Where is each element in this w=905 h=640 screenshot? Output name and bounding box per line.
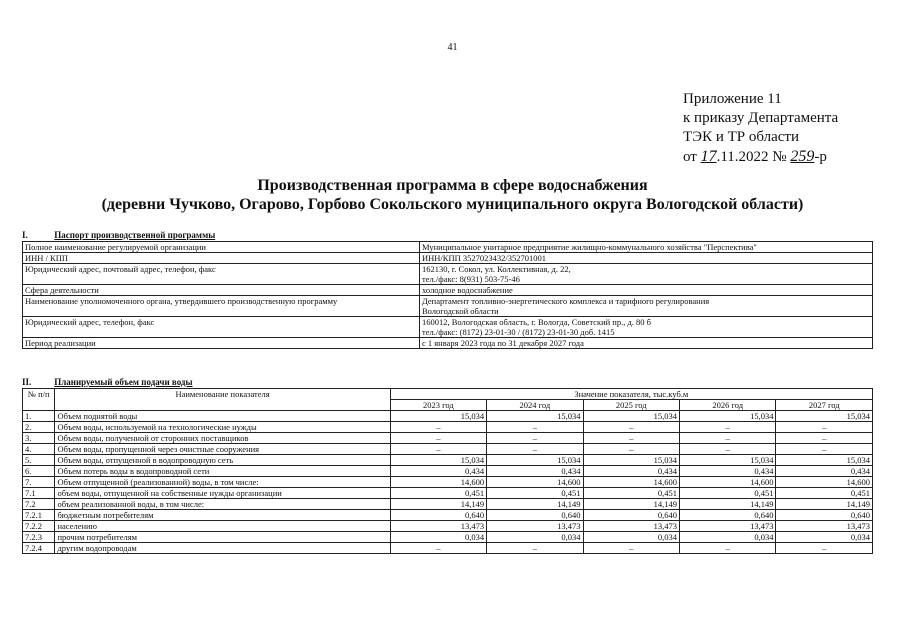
row-name: Объем поднятой воды [55,411,390,422]
row-value: – [776,433,873,444]
row-value: 0,034 [776,532,873,543]
passport-value [420,242,873,253]
passport-value-line1: ИНН/КПП 3527023432/352701001 [422,253,546,263]
row-value: – [776,444,873,455]
row-value: – [776,422,873,433]
row-value: 0,451 [680,488,776,499]
row-value: 0,034 [583,532,679,543]
row-value: 13,473 [487,521,583,532]
row-value: 15,034 [390,455,486,466]
passport-value-line1: холодное водоснабжение [422,285,513,295]
row-name: бюджетным потребителям [55,510,390,521]
table-row [23,521,873,532]
row-value: 14,600 [680,477,776,488]
row-value: 15,034 [583,455,679,466]
passport-value [420,296,873,317]
passport-row [23,264,873,285]
row-value: – [583,444,679,455]
row-value: – [390,422,486,433]
water-volume-table [22,388,873,554]
row-value: 13,473 [583,521,679,532]
row-number: 7. [23,477,55,488]
passport-row [23,338,873,349]
passport-value [420,338,873,349]
header-row [23,389,873,400]
col-values-header: Значение показателя, тыс.куб.м [390,389,872,400]
passport-row [23,317,873,338]
row-value: 0,034 [390,532,486,543]
date-prefix: от [683,149,697,165]
passport-key: Период реализации [23,338,420,349]
table-row [23,455,873,466]
passport-value-line1: 160012, Вологодская область, г. Вологда, Советский пр., д. 80 б [422,317,652,327]
passport-value-line2: тел./факс: 8(931) 503-75-46 [422,274,520,284]
row-name: Объем потерь воды в водопроводной сети [55,466,390,477]
row-value: 0,640 [390,510,486,521]
row-value: 15,034 [583,411,679,422]
row-value: 0,434 [583,466,679,477]
row-value: 14,149 [583,499,679,510]
row-number: 4. [23,444,55,455]
passport-table [22,241,873,349]
table-row [23,488,873,499]
row-value: – [776,543,873,554]
order-suffix: -р [814,149,827,165]
col-name-header: Наименование показателя [55,389,390,411]
appendix-block [683,90,838,167]
table-row [23,422,873,433]
row-value: 0,451 [583,488,679,499]
row-value: 0,434 [680,466,776,477]
row-value: 13,473 [390,521,486,532]
row-name: Объем отпущенной (реализованной) воды, в том числе: [55,477,390,488]
appendix-line1: Приложение 11 [683,91,782,107]
row-value: 15,034 [487,411,583,422]
section1-label: Паспорт производственной программы [54,230,216,240]
row-value: 15,034 [390,411,486,422]
row-value: 14,149 [776,499,873,510]
row-value: 0,434 [487,466,583,477]
year-header: 2026 год [680,400,776,411]
passport-row [23,285,873,296]
passport-value-line2: тел./факс: (8172) 23-01-30 / (8172) 23-01-30 доб. 1415 [422,327,615,337]
row-value: 14,600 [583,477,679,488]
row-value: 13,473 [776,521,873,532]
row-value: – [680,433,776,444]
row-name: Объем воды, используемой на технологические нужды [55,422,390,433]
page-number: 41 [447,42,458,53]
row-value: – [487,543,583,554]
passport-key: ИНН / КПП [23,253,420,264]
row-name: Объем воды, отпущенной в водопроводную сеть [55,455,390,466]
row-value: 0,034 [680,532,776,543]
table-row [23,444,873,455]
row-name: другим водопроводам [55,543,390,554]
row-value: 14,600 [390,477,486,488]
section2-number: II. [22,377,32,387]
row-value: 14,149 [487,499,583,510]
passport-value [420,285,873,296]
row-number: 7.2.2 [23,521,55,532]
passport-value [420,317,873,338]
row-value: 13,473 [680,521,776,532]
row-value: 0,434 [390,466,486,477]
table-row [23,411,873,422]
table-row [23,477,873,488]
row-number: 3. [23,433,55,444]
handwritten-day: 17 [700,148,717,165]
row-name: прочим потребителям [55,532,390,543]
passport-row [23,253,873,264]
passport-key: Наименование уполномоченного органа, утвердившего производственную программу [23,296,420,317]
row-number: 6. [23,466,55,477]
passport-value [420,264,873,285]
row-number: 2. [23,422,55,433]
row-number: 1. [23,411,55,422]
row-value: – [487,433,583,444]
row-value: 0,640 [776,510,873,521]
row-name: объем реализованной воды, в том числе: [55,499,390,510]
title-line2: (деревни Чучково, Огарово, Горбово Сокольского муниципального округа Вологодской области) [101,196,804,213]
row-value: 14,149 [680,499,776,510]
table-row [23,543,873,554]
row-name: Объем воды, пропущенной через очистные сооружения [55,444,390,455]
row-value: 0,451 [487,488,583,499]
col-number-header: № п/п [23,389,55,411]
passport-value [420,253,873,264]
row-value: 15,034 [487,455,583,466]
row-value: – [680,422,776,433]
year-header: 2025 год [583,400,679,411]
row-number: 7.2.4 [23,543,55,554]
row-value: – [583,433,679,444]
date-rest: .11.2022 № [716,149,787,165]
table-row [23,499,873,510]
passport-key: Юридический адрес, телефон, факс [23,317,420,338]
row-value: – [390,543,486,554]
section2-label: Планируемый объем подачи воды [54,377,193,387]
row-value: 15,034 [680,411,776,422]
passport-key: Полное наименование регулируемой организации [23,242,420,253]
row-value: – [583,543,679,554]
row-value: – [487,422,583,433]
row-value: – [487,444,583,455]
row-value: 0,034 [487,532,583,543]
row-name: объем воды, отпущенной на собственные нужды организации [55,488,390,499]
row-value: 14,600 [776,477,873,488]
row-value: – [583,422,679,433]
row-value: 15,034 [776,455,873,466]
row-value: 14,149 [390,499,486,510]
year-header: 2023 год [390,400,486,411]
appendix-date-line [683,147,838,167]
passport-key: Сфера деятельности [23,285,420,296]
row-value: 0,451 [390,488,486,499]
table-row [23,466,873,477]
year-header: 2027 год [776,400,873,411]
passport-key: Юридический адрес, почтовый адрес, телефон, факс [23,264,420,285]
row-value: 0,640 [487,510,583,521]
row-number: 5. [23,455,55,466]
row-value: – [390,444,486,455]
row-value: 0,640 [583,510,679,521]
document-title [0,176,905,214]
section2-heading [22,377,193,387]
row-value: 0,434 [776,466,873,477]
table-row [23,510,873,521]
passport-row [23,242,873,253]
row-value: 14,600 [487,477,583,488]
row-number: 7.2 [23,499,55,510]
row-name: Объем воды, полученной от сторонних поставщиков [55,433,390,444]
table-row [23,433,873,444]
appendix-line2: к приказу Департамента [683,110,839,126]
row-value: 15,034 [776,411,873,422]
passport-value-line2: Вологодской области [422,306,499,316]
appendix-line3: ТЭК и ТР области [683,129,799,145]
row-name: населению [55,521,390,532]
passport-value-line1: 162130, г. Сокол, ул. Коллективная, д. 22, [422,264,571,274]
table-row [23,532,873,543]
section1-heading [22,230,215,240]
row-value: – [680,444,776,455]
row-value: – [390,433,486,444]
passport-row [23,296,873,317]
passport-value-line1: с 1 января 2023 года по 31 декабря 2027 года [422,338,584,348]
row-number: 7.2.1 [23,510,55,521]
section1-number: I. [22,230,28,240]
handwritten-order-number: 259 [790,148,815,165]
row-value: – [680,543,776,554]
title-line1: Производственная программа в сфере водоснабжения [257,177,648,194]
row-number: 7.2.3 [23,532,55,543]
row-value: 0,451 [776,488,873,499]
row-number: 7.1 [23,488,55,499]
passport-value-line1: Муниципальное унитарное предприятие жилищно-коммунального хозяйства "Перспектива" [422,242,757,252]
passport-value-line1: Департамент топливно-энергетического комплекса и тарифного регулирования [422,296,710,306]
row-value: 15,034 [680,455,776,466]
row-value: 0,640 [680,510,776,521]
year-header: 2024 год [487,400,583,411]
